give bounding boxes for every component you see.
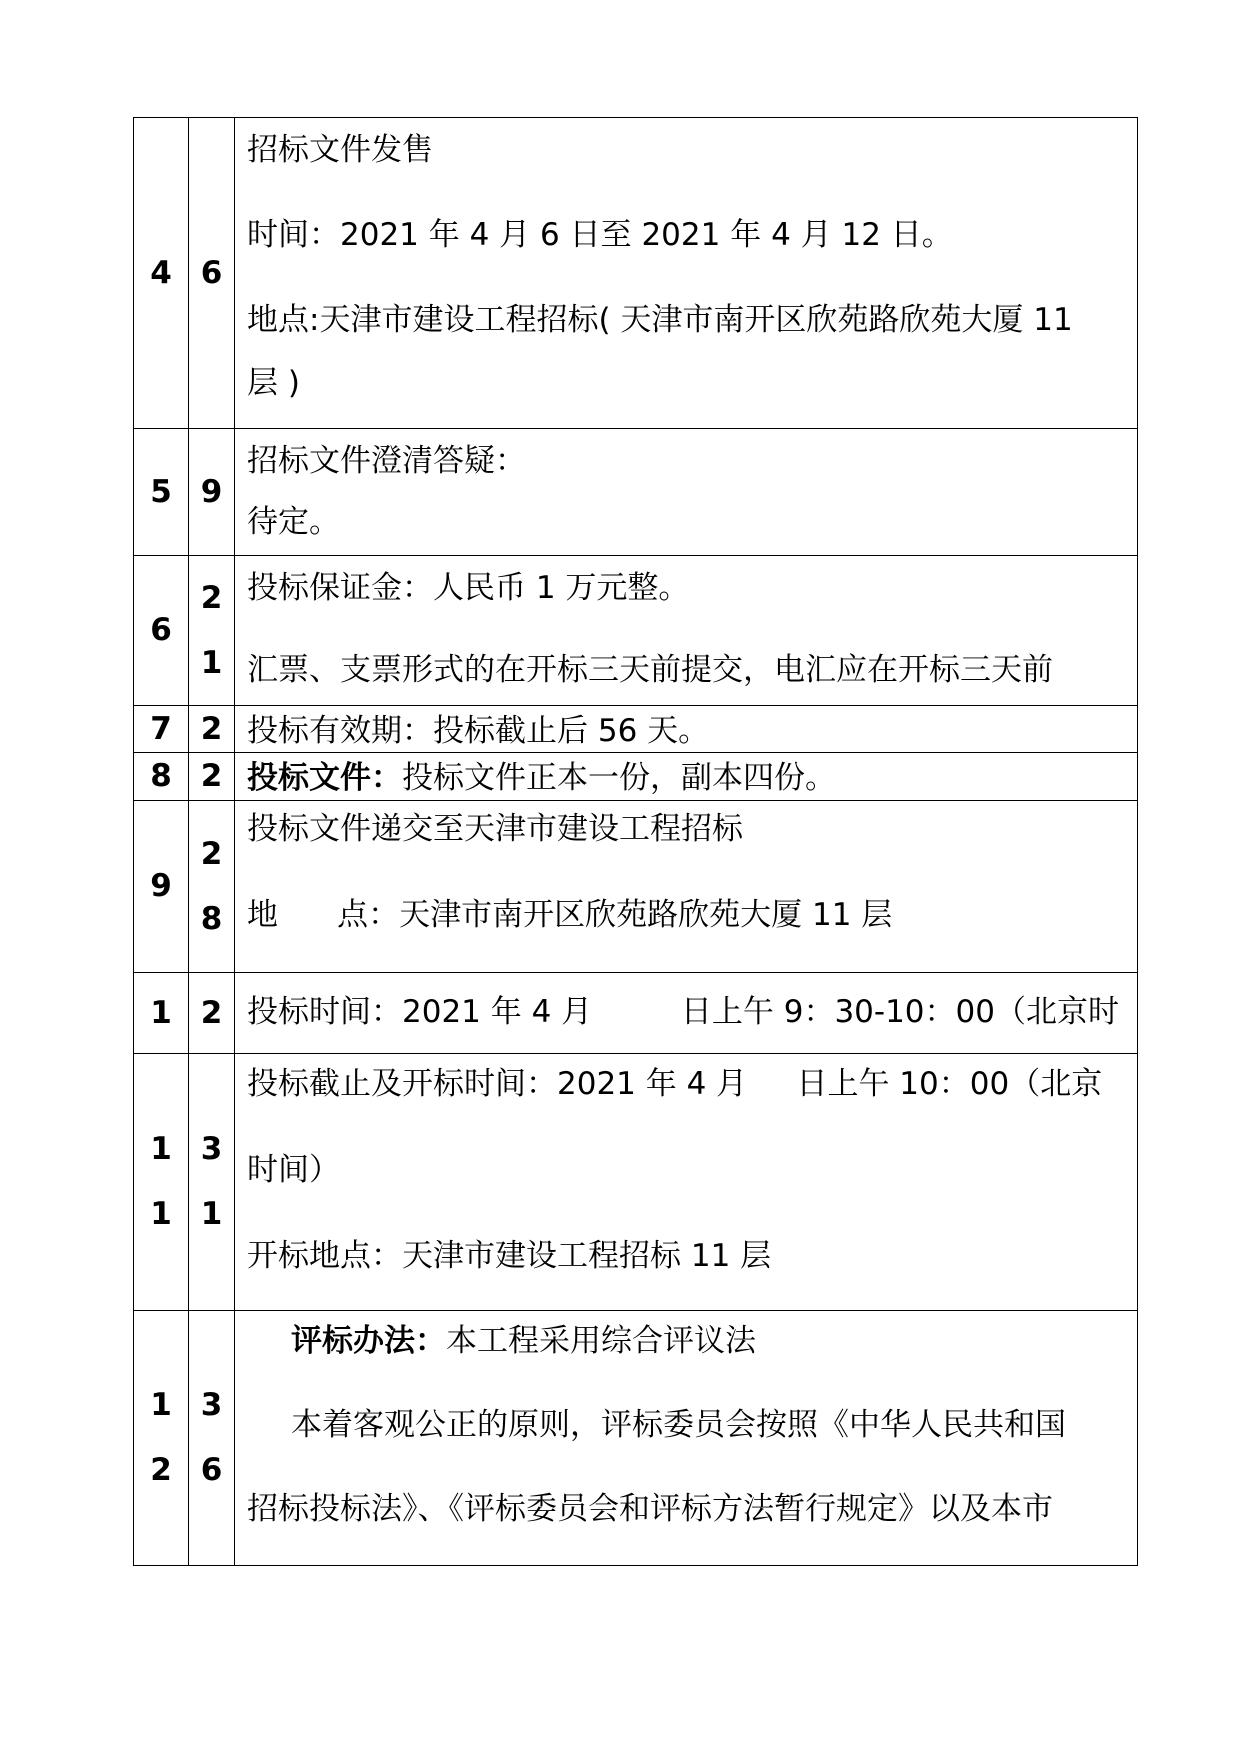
row-index-cell: [134, 1311, 189, 1566]
row-code-cell: [189, 556, 235, 706]
row-index: 9: [150, 868, 172, 904]
content-line: 开标地点：天津市建设工程招标 11 层: [247, 1238, 772, 1274]
table-row: [134, 753, 1138, 801]
content-line: 地 点：天津市南开区欣苑路欣苑大厦 11 层: [247, 897, 893, 933]
content-line: [291, 1323, 756, 1359]
row-content-cell: [235, 706, 1138, 753]
table-row: [134, 429, 1138, 556]
row-index: 5: [150, 473, 172, 510]
content-line: 投标截止及开标时间：2021 年 4 月 日上午 10：00（北京: [247, 1066, 1103, 1102]
row-index-digit: 2: [150, 1452, 172, 1488]
row-code-cell: [189, 1311, 235, 1566]
row-index-cell: [134, 556, 189, 706]
row-index-cell: [134, 118, 189, 429]
table-row: [134, 1311, 1138, 1566]
row-content-cell: [235, 973, 1138, 1054]
row-content-cell: [235, 1311, 1138, 1566]
content-line: 时间：2021 年 4 月 6 日至 2021 年 4 月 12 日。: [247, 217, 953, 253]
row-code-digit: 3: [200, 1387, 223, 1423]
row-code-digit: 1: [200, 1196, 223, 1232]
row-index-digit: 1: [150, 1196, 172, 1232]
row-content-cell: [235, 1054, 1138, 1311]
content-line: 招标投标法》、《评标委员会和评标方法暂行规定》以及本市: [247, 1491, 1053, 1527]
row-code-cell: [189, 753, 235, 801]
table-row: [134, 1054, 1138, 1311]
content-line: 投标时间：2021 年 4 月 日上午 9：30-10：00（北京时: [247, 994, 1119, 1030]
row-code-digit: 6: [200, 1452, 223, 1488]
row-code-digit: 8: [200, 900, 223, 937]
content-line: 汇票、支票形式的在开标三天前提交，电汇应在开标三天前: [247, 652, 1053, 688]
row-index-digit: 1: [150, 1387, 172, 1423]
row-content-cell: [235, 753, 1138, 801]
table-row: [134, 118, 1138, 429]
content-line: [247, 760, 836, 796]
row-content-cell: [235, 118, 1138, 429]
content-line: 本着客观公正的原则，评标委员会按照《中华人民共和国: [291, 1407, 1066, 1443]
row-index-cell: [134, 801, 189, 973]
row-content-cell: [235, 801, 1138, 973]
row-code-digit: 1: [200, 644, 223, 681]
heading-text: 本工程采用综合评议法: [446, 1323, 756, 1359]
row-code-digit: 3: [200, 1131, 223, 1167]
row-code-cell: [189, 801, 235, 973]
row-code-cell: [189, 118, 235, 429]
row-code-cell: [189, 429, 235, 556]
row-code-cell: [189, 1054, 235, 1311]
content-line: 投标文件递交至天津市建设工程招标: [247, 811, 743, 847]
row-index: 7: [150, 710, 172, 747]
row-content-cell: [235, 429, 1138, 556]
row-code: 2: [200, 758, 223, 794]
row-index-cell: [134, 429, 189, 556]
row-index-cell: [134, 973, 189, 1054]
table-row: [134, 973, 1138, 1054]
content-line: 地点:天津市建设工程招标( 天津市南开区欣苑路欣苑大厦 11: [247, 302, 1073, 338]
row-index: 4: [150, 254, 172, 291]
row-code: 2: [200, 710, 223, 747]
row-code-digit: 2: [200, 835, 223, 872]
row-code: 6: [200, 254, 223, 291]
table-row: [134, 801, 1138, 973]
row-code-cell: [189, 706, 235, 753]
row-index-digit: 1: [150, 1131, 172, 1167]
content-line: 投标保证金：人民币 1 万元整。: [247, 570, 690, 606]
bold-heading: 投标文件：: [247, 760, 402, 796]
bidding-schedule-table: [133, 117, 1138, 1566]
row-code-cell: [189, 973, 235, 1054]
content-line: 投标有效期：投标截止后 56 天。: [247, 713, 710, 749]
row-code-digit: 2: [200, 579, 223, 616]
heading-text: 投标文件正本一份，副本四份。: [402, 760, 836, 796]
content-line: 层 ): [247, 365, 300, 401]
row-index: 6: [150, 612, 172, 648]
row-code: 2: [200, 994, 223, 1031]
bold-heading: 评标办法：: [291, 1323, 446, 1359]
table-row: [134, 556, 1138, 706]
row-index: 8: [150, 758, 172, 794]
row-index-cell: [134, 706, 189, 753]
row-content-cell: [235, 556, 1138, 706]
content-line: 时间）: [247, 1152, 340, 1188]
content-line: 待定。: [247, 504, 340, 540]
content-line: 招标文件澄清答疑：: [247, 443, 526, 479]
row-index-cell: [134, 753, 189, 801]
content-line: 招标文件发售: [247, 132, 433, 168]
row-index-cell: [134, 1054, 189, 1311]
row-code: 9: [200, 473, 223, 510]
table-row: [134, 706, 1138, 753]
row-index: 1: [150, 994, 172, 1031]
